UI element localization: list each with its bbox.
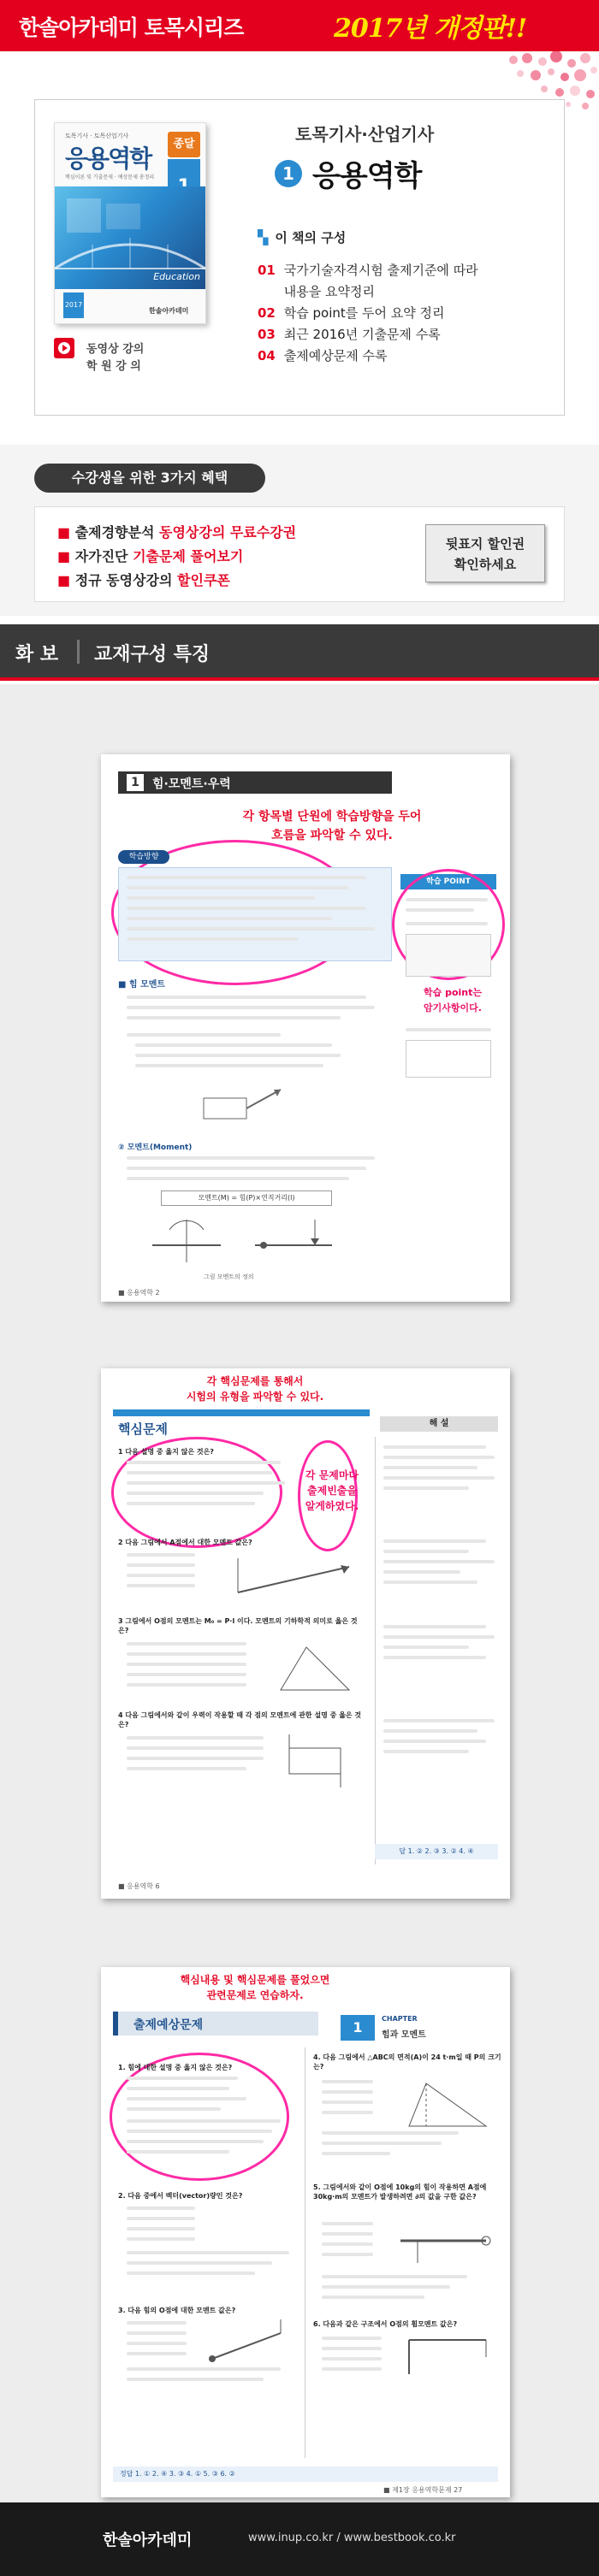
frame-diagram (400, 2331, 495, 2383)
page-number: ■ 제1장 응용역학문제 27 (383, 2486, 463, 2494)
moment-formula: 모멘트(M) = 힘(P)×연직거리(l) (161, 1191, 332, 1206)
feature-item: 02 학습 point를 두어 요약 정리 (258, 305, 445, 321)
feature-item: 01 국가기술자격시험 출제기준에 따라 (258, 263, 478, 278)
core-callout: 각 핵심문제를 통해서 시험의 유형을 파악할 수 있다. (186, 1375, 324, 1403)
lever-diagram (204, 2316, 289, 2367)
sample-page-core-problems (101, 1368, 510, 1899)
question-item: 4. 다음 그림에서 △ABC의 면적(A)이 24 t·m일 때 P의 크기는? (313, 2053, 501, 2071)
direction-table (406, 1040, 491, 1078)
coupon-button[interactable] (425, 524, 545, 582)
revision-slogan: 2017년 개정판!! (334, 14, 527, 44)
benefit-item: ■ 출제경향분석 동영상강의 무료수강권 (57, 524, 297, 541)
answer-row: 정답 1. ① 2. ④ 3. ③ 4. ① 5. ③ 6. ② (113, 2467, 498, 2482)
book-info-box (34, 99, 565, 416)
section-header (0, 624, 599, 681)
answer-header: 해 설 (380, 1416, 498, 1432)
cover-art (55, 186, 205, 289)
question-item: 4 다음 그림에서와 같이 우력이 작용할 때 각 점의 모멘트에 관한 설명 중 옳은 것은? (118, 1711, 362, 1728)
practice-title-bar: 출제예상문제 (113, 2012, 318, 2035)
cover-mark: Education (153, 271, 200, 282)
chapter-number-badge: 1 (341, 2015, 375, 2041)
feature-item: 04 출제예상문제 수록 (258, 348, 388, 363)
brand-title: 한솔아카데미 토목시리즈 (19, 15, 244, 40)
section-title: 교재구성 특징 (94, 644, 211, 665)
chapter-bar: 1 힘·모멘트·우력 (118, 771, 392, 794)
section-divider (77, 640, 80, 664)
core-title: 핵심문제 (118, 1421, 168, 1437)
problem-diagram (229, 1550, 358, 1601)
section-label: 화 보 (15, 644, 59, 665)
question-item: 3 그림에서 O점의 모멘트는 M₀ = P·l 이다. 모멘트의 기하학적 의미로 옳은 것은? (118, 1617, 358, 1634)
book-subtitle: 토목기사·산업기사 (295, 124, 435, 145)
sample-page-practice (101, 1967, 510, 2497)
coupon-line2: 확인하세요 (454, 557, 517, 572)
chapter-label: CHAPTER (382, 2015, 418, 2023)
triangle-diagram (272, 1639, 358, 1699)
beam-diagram (392, 2215, 495, 2266)
cover-tagline: 핵심이론 및 기출문제 · 예상문제 총정리 (65, 174, 155, 180)
feature-item: 내용을 요약정리 (283, 284, 375, 299)
footer (0, 2502, 599, 2576)
features-title: 이 책의 구성 (275, 230, 347, 245)
page-number: ■ 응용역학 6 (118, 1882, 160, 1890)
practice-callout: 핵심내용 및 핵심문제를 풀었으면 관련문제로 연습하자. (180, 1974, 330, 2001)
question-item: 2. 다음 중에서 벡터(vector)량인 것은? (118, 2192, 243, 2200)
cover-year: 2017 (63, 292, 84, 318)
lecture-badge-label: 동영상 강의 (86, 343, 145, 356)
moment-heading: ② 모멘트(Moment) (118, 1143, 193, 1152)
coupon-line1: 뒷표지 할인권 (445, 536, 525, 552)
moment-diagram (144, 1211, 349, 1271)
book-title-block (275, 121, 434, 194)
footer-url[interactable]: www.inup.co.kr / www.bestbook.co.kr (248, 2532, 456, 2544)
question-item: 2 다음 그림에서 A점에서 대한 모멘트 값은? (118, 1539, 252, 1546)
point-table (406, 934, 491, 977)
question-item: 3. 다음 힘의 O점에 대한 모멘트 값은? (118, 2307, 236, 2314)
sample-pages-area (0, 684, 599, 2502)
point-callout: 학습 point는 암기사항이다. (424, 987, 482, 1013)
cover-title: 응용역학 (65, 145, 151, 173)
couple-diagram (272, 1731, 358, 1791)
frequency-callout: 각 문제마다 출제빈출을 알게하였다. (305, 1469, 359, 1512)
section-heading: ■ 힘 모멘트 (118, 980, 166, 990)
top-banner (0, 0, 599, 51)
question-item: 1 다음 설명 중 옳지 않은 것은? (118, 1448, 214, 1456)
question-item: 6. 다음과 같은 구조에서 O점의 휨모멘트 값은? (313, 2320, 458, 2328)
grid-icon: ▚ (258, 229, 269, 245)
theory-callout: 각 항목별 단원에 학습방향을 두어 흐름을 파악할 수 있다. (242, 810, 422, 842)
study-direction-tag: 학습방향 (118, 850, 169, 864)
feature-item: 03 최근 2016년 기출문제 수록 (258, 327, 441, 342)
book-title: 응용역학 (312, 159, 422, 193)
book-section (0, 51, 599, 445)
lecture-badge-icon (54, 338, 74, 358)
benefits-title: 수강생을 위한 3가지 혜택 (34, 464, 265, 493)
study-direction-box (118, 867, 392, 961)
question-item: 5. 그림에서와 같이 O점에 10kg의 힘이 작용하면 A점에 30kg·m의 모멘트가 발생하려면 ∂의 값을 구한 값은? (313, 2183, 487, 2201)
benefit-item: ■ 자가진단 기출문제 풀어보기 (57, 548, 244, 564)
question-item: 1. 힘에 대한 설명 중 옳지 않은 것은? (118, 2064, 233, 2071)
benefit-item: ■ 정규 동영상강의 할인쿠폰 (57, 572, 230, 588)
benefits-box (34, 506, 565, 602)
figure-caption: 그림 모멘트의 정의 (204, 1273, 254, 1280)
book-number-badge: 1 (275, 160, 302, 187)
book-cover (54, 122, 206, 324)
footer-brand: 한솔아카데미 (103, 2532, 193, 2549)
cover-publisher: 한솔아카데미 (149, 307, 189, 315)
sample-page-theory (101, 754, 510, 1302)
page-number: ■ 응용역학 2 (118, 1289, 160, 1297)
triangle-diagram (400, 2075, 495, 2135)
benefits-section (0, 445, 599, 616)
force-diagram (195, 1072, 289, 1132)
lecture-badge-sub: 학 원 강 의 (86, 360, 141, 373)
cover-small-text: 토목기사 · 토목산업기사 (65, 133, 129, 139)
core-bar (113, 1409, 370, 1416)
features-list (258, 228, 549, 367)
answer-row: 답 1. ② 2. ③ 3. ② 4. ④ (375, 1844, 498, 1859)
chapter-name: 힘과 모멘트 (382, 2030, 426, 2040)
cover-series-logo: 종달 (168, 132, 200, 157)
learning-point-header: 학습 POINT (400, 874, 496, 889)
